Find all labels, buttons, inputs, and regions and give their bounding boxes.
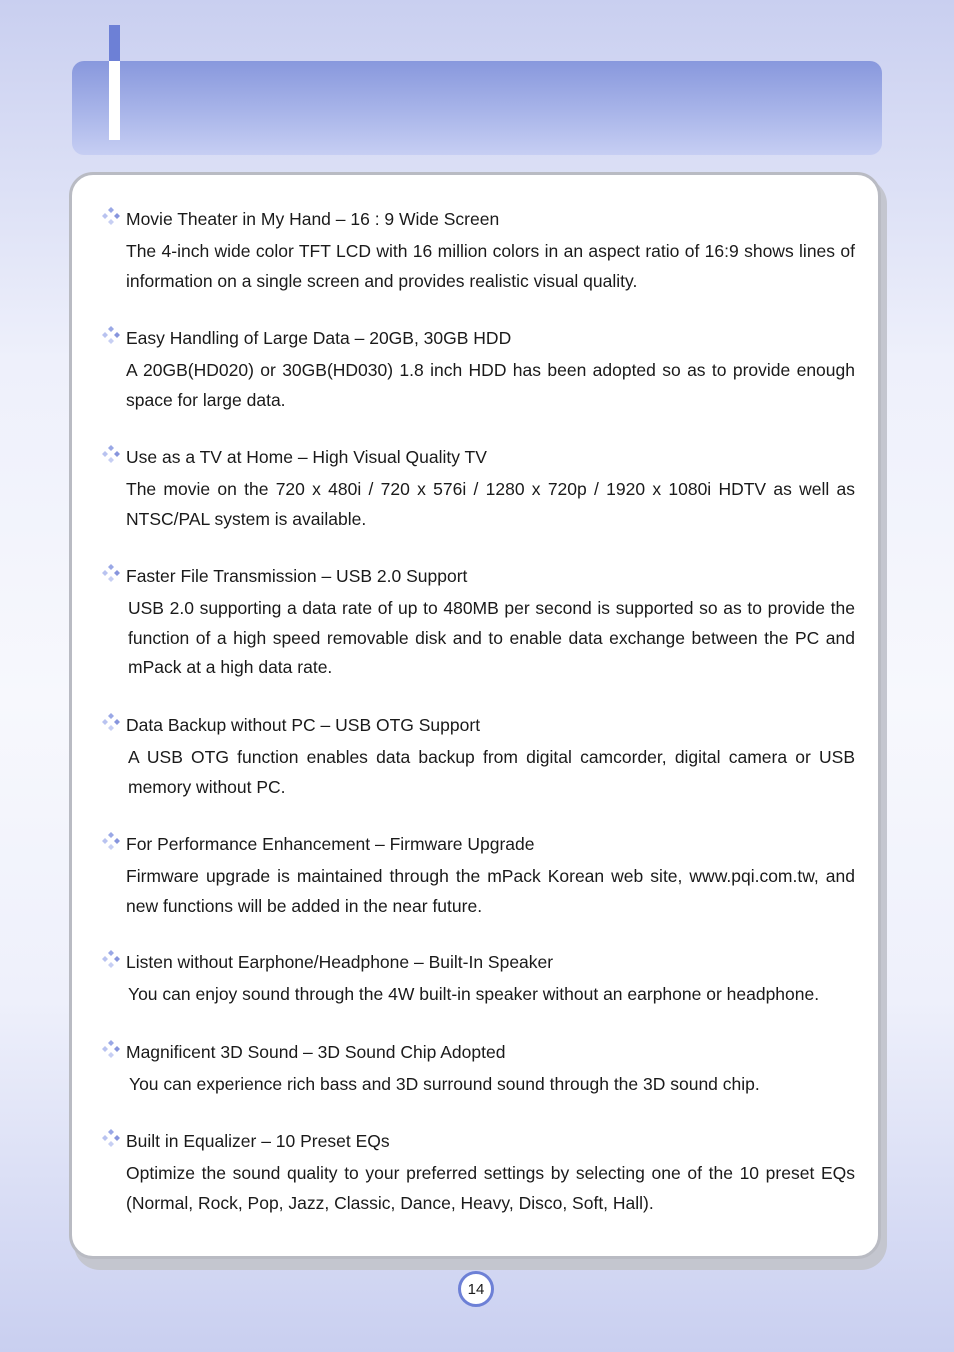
feature-description: You can enjoy sound through the 4W built-in speaker without an earphone or headphone. xyxy=(128,984,820,1004)
feature-description: A USB OTG function enables data backup from digital camcorder, digital camera or USB memory without PC. xyxy=(128,747,855,797)
feature-heading-text: Movie Theater in My Hand – 16 : 9 Wide Screen xyxy=(126,208,500,229)
four-diamond-bullet-icon xyxy=(100,1040,122,1058)
four-diamond-bullet-icon xyxy=(100,445,122,463)
feature-item-speaker xyxy=(100,951,855,1010)
feature-item-equalizer xyxy=(100,1130,855,1218)
feature-description: The 4-inch wide color TFT LCD with 16 million colors in an aspect ratio of 16:9 shows lines of information on a single screen and provides realistic visual quality. xyxy=(126,241,855,291)
four-diamond-bullet-icon xyxy=(100,713,122,731)
page-number: 14 xyxy=(458,1271,494,1307)
feature-item-tv xyxy=(100,446,855,534)
four-diamond-bullet-icon xyxy=(100,564,122,582)
feature-heading xyxy=(100,327,855,349)
feature-item-widescreen xyxy=(100,208,855,296)
feature-item-hdd xyxy=(100,327,855,415)
feature-heading xyxy=(100,1041,855,1063)
feature-item-firmware xyxy=(100,833,855,921)
four-diamond-bullet-icon xyxy=(100,1129,122,1147)
feature-heading xyxy=(100,446,855,468)
four-diamond-bullet-icon xyxy=(100,832,122,850)
feature-item-otg xyxy=(100,714,855,802)
feature-heading-text: Easy Handling of Large Data – 20GB, 30GB HDD xyxy=(126,327,512,348)
feature-description: Firmware upgrade is maintained through the mPack Korean web site, www.pqi.com.tw, and new functions will be added in the near future. xyxy=(126,866,855,916)
accent-bar xyxy=(109,25,120,61)
feature-item-usb xyxy=(100,565,855,683)
four-diamond-bullet-icon xyxy=(100,950,122,968)
feature-heading-text: Data Backup without PC – USB OTG Support xyxy=(126,714,481,735)
title-banner xyxy=(72,61,882,155)
feature-description: The movie on the 720 x 480i / 720 x 576i / 1280 x 720p / 1920 x 1080i HDTV as well as NTSC/PAL system is available. xyxy=(126,479,855,529)
feature-item-3d-sound xyxy=(100,1041,855,1100)
feature-heading-text: Faster File Transmission – USB 2.0 Support xyxy=(126,565,468,586)
feature-heading xyxy=(100,714,855,736)
accent-bar-highlight xyxy=(109,61,120,140)
four-diamond-bullet-icon xyxy=(100,326,122,344)
feature-heading xyxy=(100,951,855,973)
feature-description: You can experience rich bass and 3D surround sound through the 3D sound chip. xyxy=(129,1074,760,1094)
feature-heading xyxy=(100,1130,855,1152)
four-diamond-bullet-icon xyxy=(100,207,122,225)
feature-description: USB 2.0 supporting a data rate of up to 480MB per second is supported so as to provide the function of a high speed removable disk and to enable data exchange between the PC and mPack at a high data rate. xyxy=(128,598,855,677)
feature-heading xyxy=(100,208,855,230)
feature-heading-text: Listen without Earphone/Headphone – Built-In Speaker xyxy=(126,951,554,972)
feature-heading-text: Magnificent 3D Sound – 3D Sound Chip Adopted xyxy=(126,1041,506,1062)
feature-heading xyxy=(100,565,855,587)
feature-heading-text: Built in Equalizer – 10 Preset EQs xyxy=(126,1130,390,1151)
feature-description: A 20GB(HD020) or 30GB(HD030) 1.8 inch HDD has been adopted so as to provide enough space for large data. xyxy=(126,360,855,410)
feature-heading xyxy=(100,833,855,855)
feature-heading-text: For Performance Enhancement – Firmware Upgrade xyxy=(126,833,535,854)
feature-heading-text: Use as a TV at Home – High Visual Quality TV xyxy=(126,446,487,467)
feature-description: Optimize the sound quality to your preferred settings by selecting one of the 10 preset EQs (Normal, Rock, Pop, Jazz, Classic, Dance, Heavy, Disco, Soft, Hall). xyxy=(126,1163,855,1213)
